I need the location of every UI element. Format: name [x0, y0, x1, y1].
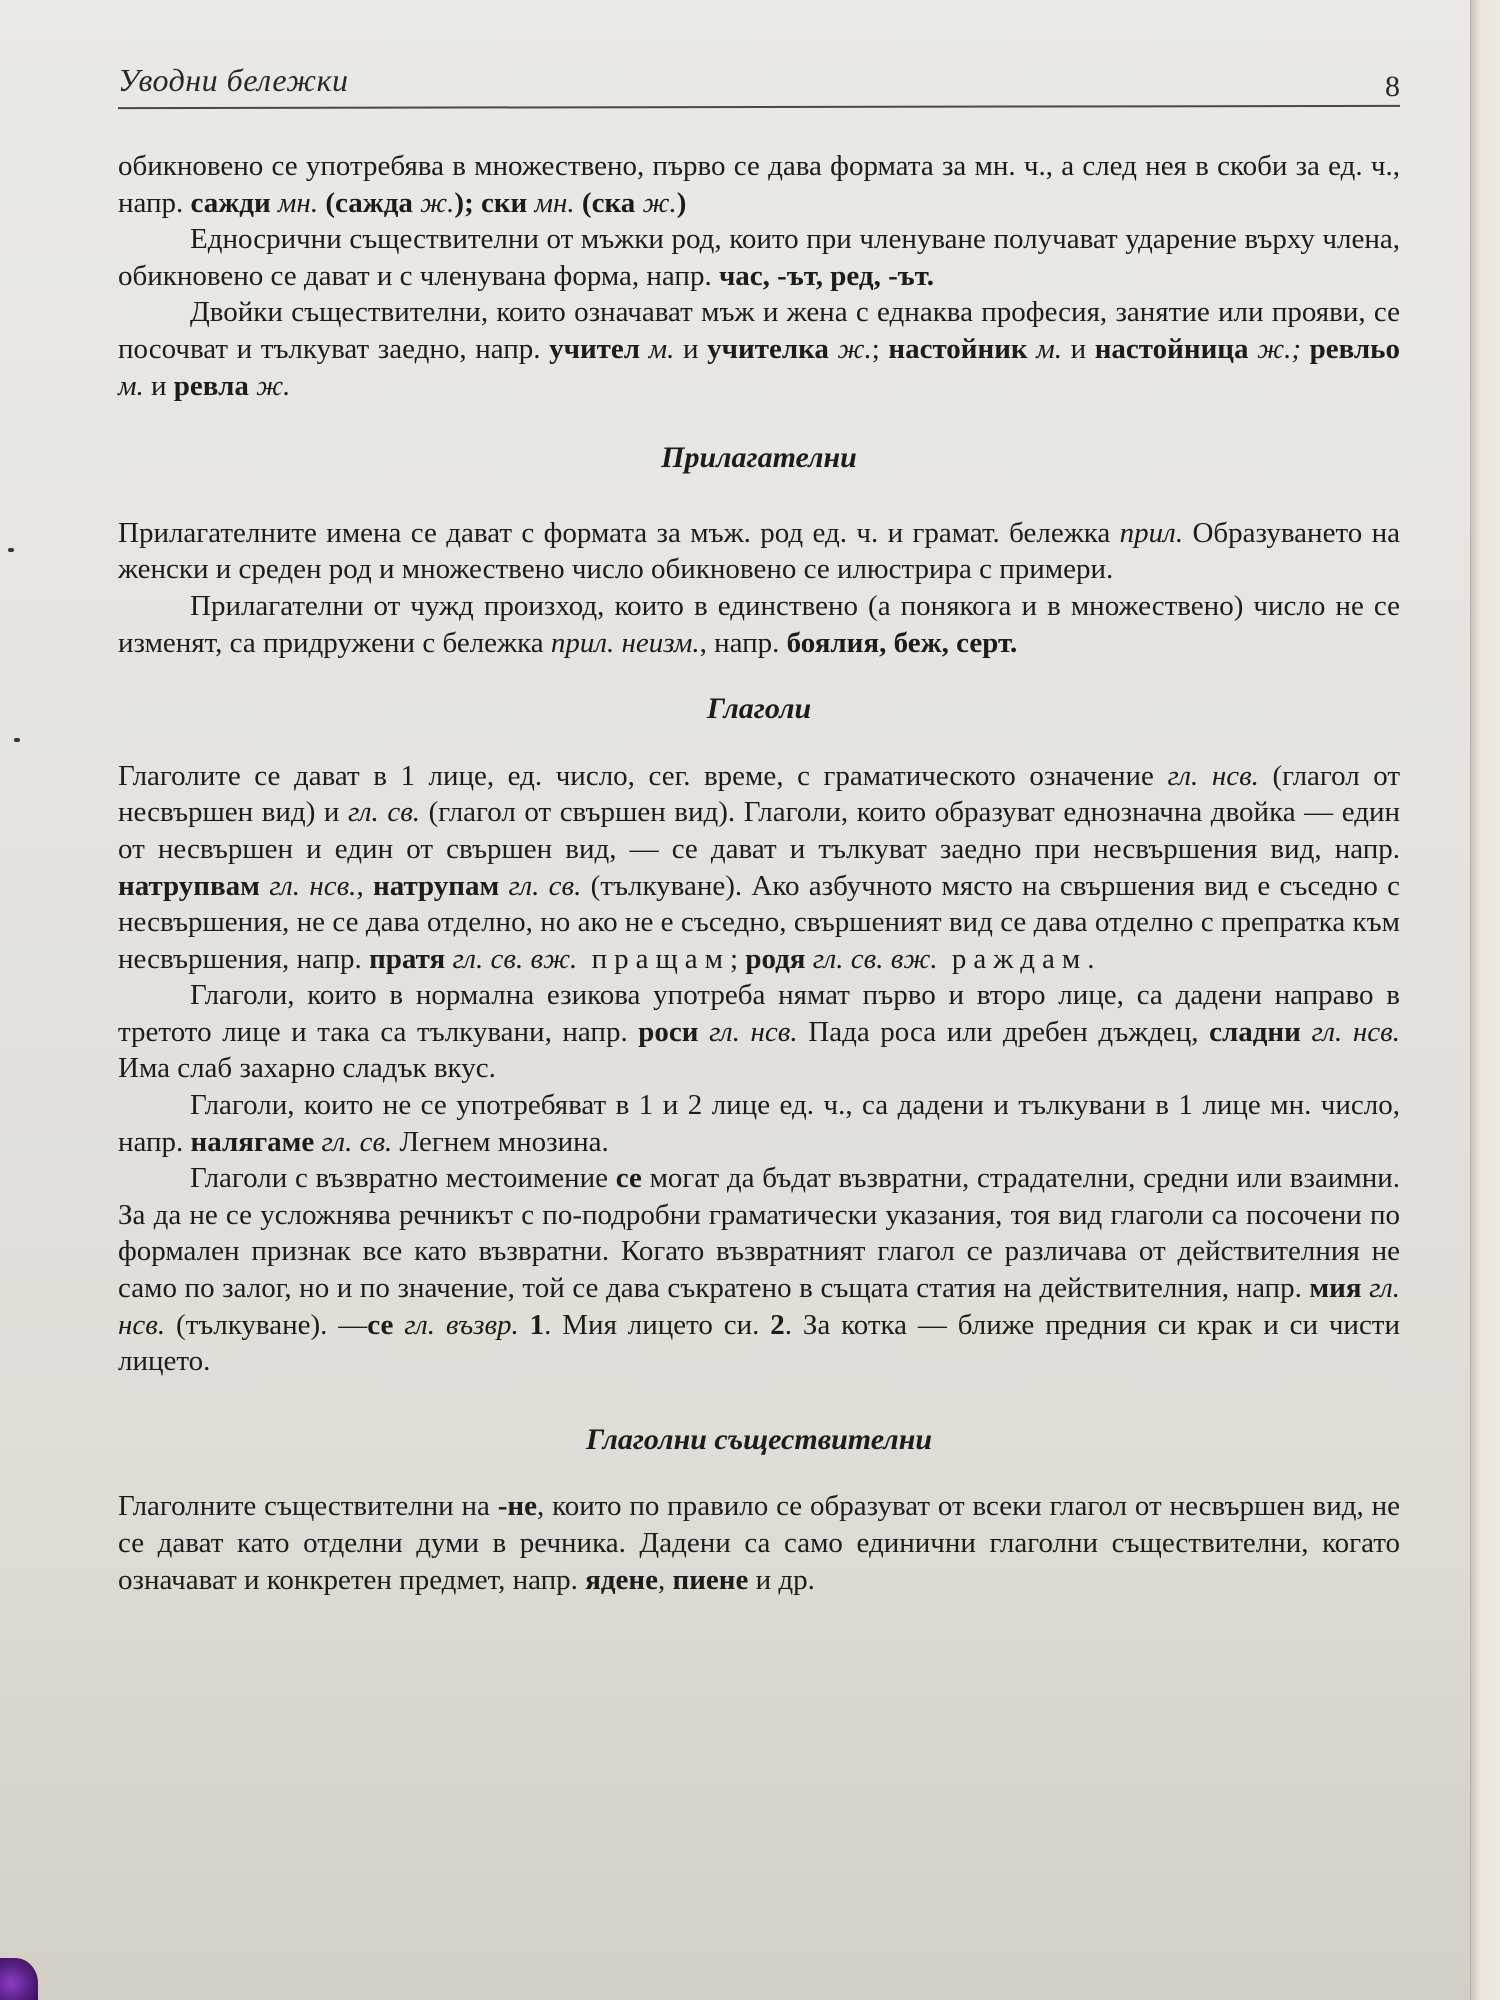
section-title-verbs: Глаголи — [706, 692, 812, 726]
section-title-verbal-nouns: Глаголни съществителни — [585, 1422, 933, 1456]
paragraph-plural-nouns: обикновено се употребява в множествено, първо се дава формата за мн. ч., а след нея в скоби за ед. ч., напр. сажди мн. (сажда ж.); ски мн. (ска ж.) — [118, 150, 1400, 219]
paragraph-adjectives: Прилагателните имена се дават с формата за мъж. род ед. ч. и грамат. бележка прил. Образуването на женски и среден род и множествено число обикновено се илюстрира с примери. — [118, 516, 1400, 586]
page-body — [118, 148, 1400, 1598]
paragraph-plural-verbs: Глаголи, които не се употребяват в 1 и 2 лице ед. ч., са дадени и тълкувани в 1 лице мн. число, напр. налягаме гл. св. Легнем мнозина. — [118, 1089, 1400, 1158]
adjacent-page-edge — [1470, 0, 1500, 2000]
paragraph-foreign-adjectives: Прилагателни от чужд произход, които в единствено (а понякога и в множествено) число не се изменят, са придружени с бележка прил. неизм., напр. боялия, беж, серт. — [118, 589, 1400, 659]
running-head: Уводни бележки — [118, 62, 349, 98]
paragraph-noun-pairs: Двойки съществителни, които означават мъж и жена с еднаква професия, занятие или прояви, се посочват и тълкуват заедно, напр. учител м. и учителка ж.; настойник м. и настойница ж.; ревльо м. и ревла ж. — [118, 296, 1400, 402]
paragraph-verbal-nouns: Глаголните съществителни на -не, които по правило се образуват от всеки глагол от несвършен вид, не се дават като отделни думи в речника. Дадени са само единични глаголни съществителни, когато означават и конкретен предмет, напр. ядене, пиене и др. — [118, 1490, 1400, 1596]
paragraph-monosyllabic-nouns: Едносрични съществителни от мъжки род, които при членуване получават ударение върху члена, обикновено се дават и с членувана форма, напр. час, -ът, ред, -ът. — [118, 223, 1400, 292]
header-rule — [118, 105, 1400, 109]
paragraph-third-person-verbs: Глаголи, които в нормална езикова употреба нямат първо и второ лице, са дадени направо в третото лице и така са тълкувани, напр. роси гл. нсв. Пада роса или дребен дъждец, сладни гл. нсв. Има слаб захарно сладък вкус. — [118, 979, 1400, 1085]
page-header — [118, 62, 1400, 110]
paragraph-reflexive-verbs: Глаголи с възвратно местоимение се могат да бъдат възвратни, страдателни, средни или взаимни. За да не се усложнява речникът с по-подробни граматически указания, тоя вид глаголи са посочени по формален признак все като възвратни. Когато възвратният глагол се различава от действителния не само по залог, но и по значение, той се дава съкратено в същата статия на действителния, напр. мия гл. нсв. (тълкуване). —се гл. възвр. 1. Мия лицето си. 2. За котка — ближе предния си крак и си чисти лицето. — [118, 1162, 1401, 1378]
page-number: 8 — [1385, 70, 1400, 103]
margin-mark — [14, 738, 20, 742]
paragraph-verbs: Глаголите се дават в 1 лице, ед. число, сег. време, с граматическото означение гл. нсв. (глагол от несвършен вид) и гл. св. (глагол от свършен вид). Глаголи, които образуват еднозначна двойка — един от несвършен и един от свършен вид, — се дават и тълкуват заедно при несвършения вид, напр. натрупвам гл. нсв., натрупам гл. св. (тълкуване). Ако азбучното място на свършения вид е съседно с несвършения, не се дава отделно, но ако не е съседно, свършеният вид се дава отделно с препратка към несвършения, напр. пратя гл. св. вж. пращам; родя гл. св. вж. раждам. — [118, 759, 1401, 975]
margin-mark — [8, 548, 14, 552]
section-title-adjectives: Прилагателни — [661, 441, 857, 475]
